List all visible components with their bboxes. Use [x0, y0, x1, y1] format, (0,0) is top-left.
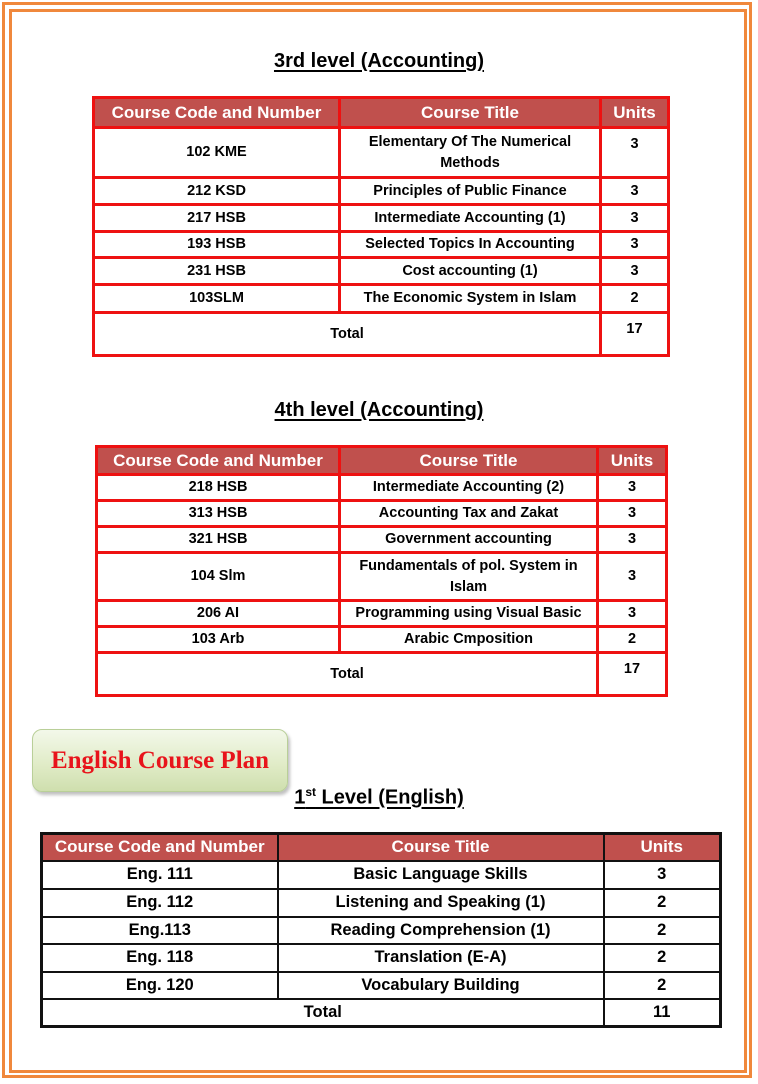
course-code: 193 HSB: [94, 232, 340, 258]
table-row: [94, 128, 669, 178]
table-header-row: [97, 447, 667, 475]
section-title-1st-level-english: [0, 785, 758, 810]
table-row: [97, 501, 667, 527]
course-code: 217 HSB: [94, 205, 340, 232]
table-row: [42, 944, 721, 972]
course-code: 218 HSB: [97, 475, 340, 501]
total-label: Total: [42, 999, 604, 1027]
course-table-1st-level-english: [40, 832, 722, 1028]
column-header-units: Units: [601, 98, 669, 128]
total-row: [42, 999, 721, 1027]
course-units: 2: [601, 285, 669, 313]
table-row: [42, 861, 721, 889]
column-header-title: Course Title: [340, 447, 598, 475]
total-units: 17: [598, 653, 667, 696]
table-row: [97, 475, 667, 501]
total-row: [94, 313, 669, 356]
table-row: [97, 601, 667, 627]
title-rest: Level (English): [315, 786, 464, 809]
table-row: [42, 917, 721, 944]
table-row: [94, 232, 669, 258]
column-header-title: Course Title: [340, 98, 601, 128]
course-units: 3: [601, 205, 669, 232]
course-units: 3: [598, 501, 667, 527]
course-title: Government accounting: [340, 527, 598, 553]
course-code: 103SLM: [94, 285, 340, 313]
course-title: Elementary Of The Numerical Methods: [340, 128, 601, 178]
table-row: [97, 527, 667, 553]
table-row: [42, 889, 721, 917]
course-title: Intermediate Accounting (1): [340, 205, 601, 232]
course-code: 313 HSB: [97, 501, 340, 527]
course-code: 104 Slm: [97, 553, 340, 601]
column-header-code: Course Code and Number: [42, 834, 278, 861]
course-code: Eng. 111: [42, 861, 278, 889]
course-title: Listening and Speaking (1): [278, 889, 604, 917]
course-table-3rd-level: [92, 96, 670, 357]
course-units: 2: [604, 917, 721, 944]
course-code: 102 KME: [94, 128, 340, 178]
course-code: 103 Arb: [97, 627, 340, 653]
title-ordinal: 1: [294, 786, 306, 809]
table-row: [94, 285, 669, 313]
title-ordinal-suffix: st: [305, 785, 316, 799]
course-units: 3: [598, 527, 667, 553]
column-header-title: Course Title: [278, 834, 604, 861]
table-header-row: [42, 834, 721, 861]
course-units: 2: [598, 627, 667, 653]
course-code: 321 HSB: [97, 527, 340, 553]
course-units: 3: [601, 128, 669, 178]
course-title: Selected Topics In Accounting: [340, 232, 601, 258]
course-units: 3: [598, 553, 667, 601]
course-title: Accounting Tax and Zakat: [340, 501, 598, 527]
course-title: Arabic Cmposition: [340, 627, 598, 653]
english-course-plan-banner: English Course Plan: [32, 729, 288, 792]
column-header-code: Course Code and Number: [94, 98, 340, 128]
course-units: 3: [598, 601, 667, 627]
course-code: Eng. 118: [42, 944, 278, 972]
total-units: 17: [601, 313, 669, 356]
course-units: 3: [601, 232, 669, 258]
column-header-units: Units: [598, 447, 667, 475]
course-title: Translation (E-A): [278, 944, 604, 972]
course-units: 2: [604, 972, 721, 999]
course-units: 3: [604, 861, 721, 889]
course-units: 3: [601, 178, 669, 205]
total-label: Total: [94, 313, 601, 356]
table-row: [94, 205, 669, 232]
total-label: Total: [97, 653, 598, 696]
table-header-row: [94, 98, 669, 128]
course-table-4th-level: [95, 445, 668, 697]
course-title: Fundamentals of pol. System in Islam: [340, 553, 598, 601]
course-units: 3: [598, 475, 667, 501]
course-title: Programming using Visual Basic: [340, 601, 598, 627]
table-row: [97, 553, 667, 601]
total-units: 11: [604, 999, 721, 1027]
course-title: Reading Comprehension (1): [278, 917, 604, 944]
course-title: The Economic System in Islam: [340, 285, 601, 313]
total-row: [97, 653, 667, 696]
table-row: [94, 258, 669, 285]
column-header-code: Course Code and Number: [97, 447, 340, 475]
course-title: Cost accounting (1): [340, 258, 601, 285]
course-title: Principles of Public Finance: [340, 178, 601, 205]
course-title: Intermediate Accounting (2): [340, 475, 598, 501]
table-row: [97, 627, 667, 653]
table-row: [94, 178, 669, 205]
course-code: 231 HSB: [94, 258, 340, 285]
course-code: 212 KSD: [94, 178, 340, 205]
course-code: 206 AI: [97, 601, 340, 627]
course-title: Vocabulary Building: [278, 972, 604, 999]
table-row: [42, 972, 721, 999]
course-code: Eng. 112: [42, 889, 278, 917]
course-code: Eng.113: [42, 917, 278, 944]
course-units: 2: [604, 889, 721, 917]
column-header-units: Units: [604, 834, 721, 861]
section-title-3rd-level: 3rd level (Accounting): [273, 50, 485, 72]
course-title: Basic Language Skills: [278, 861, 604, 889]
course-code: Eng. 120: [42, 972, 278, 999]
course-units: 2: [604, 944, 721, 972]
section-title-4th-level: 4th level (Accounting): [274, 399, 484, 421]
course-units: 3: [601, 258, 669, 285]
